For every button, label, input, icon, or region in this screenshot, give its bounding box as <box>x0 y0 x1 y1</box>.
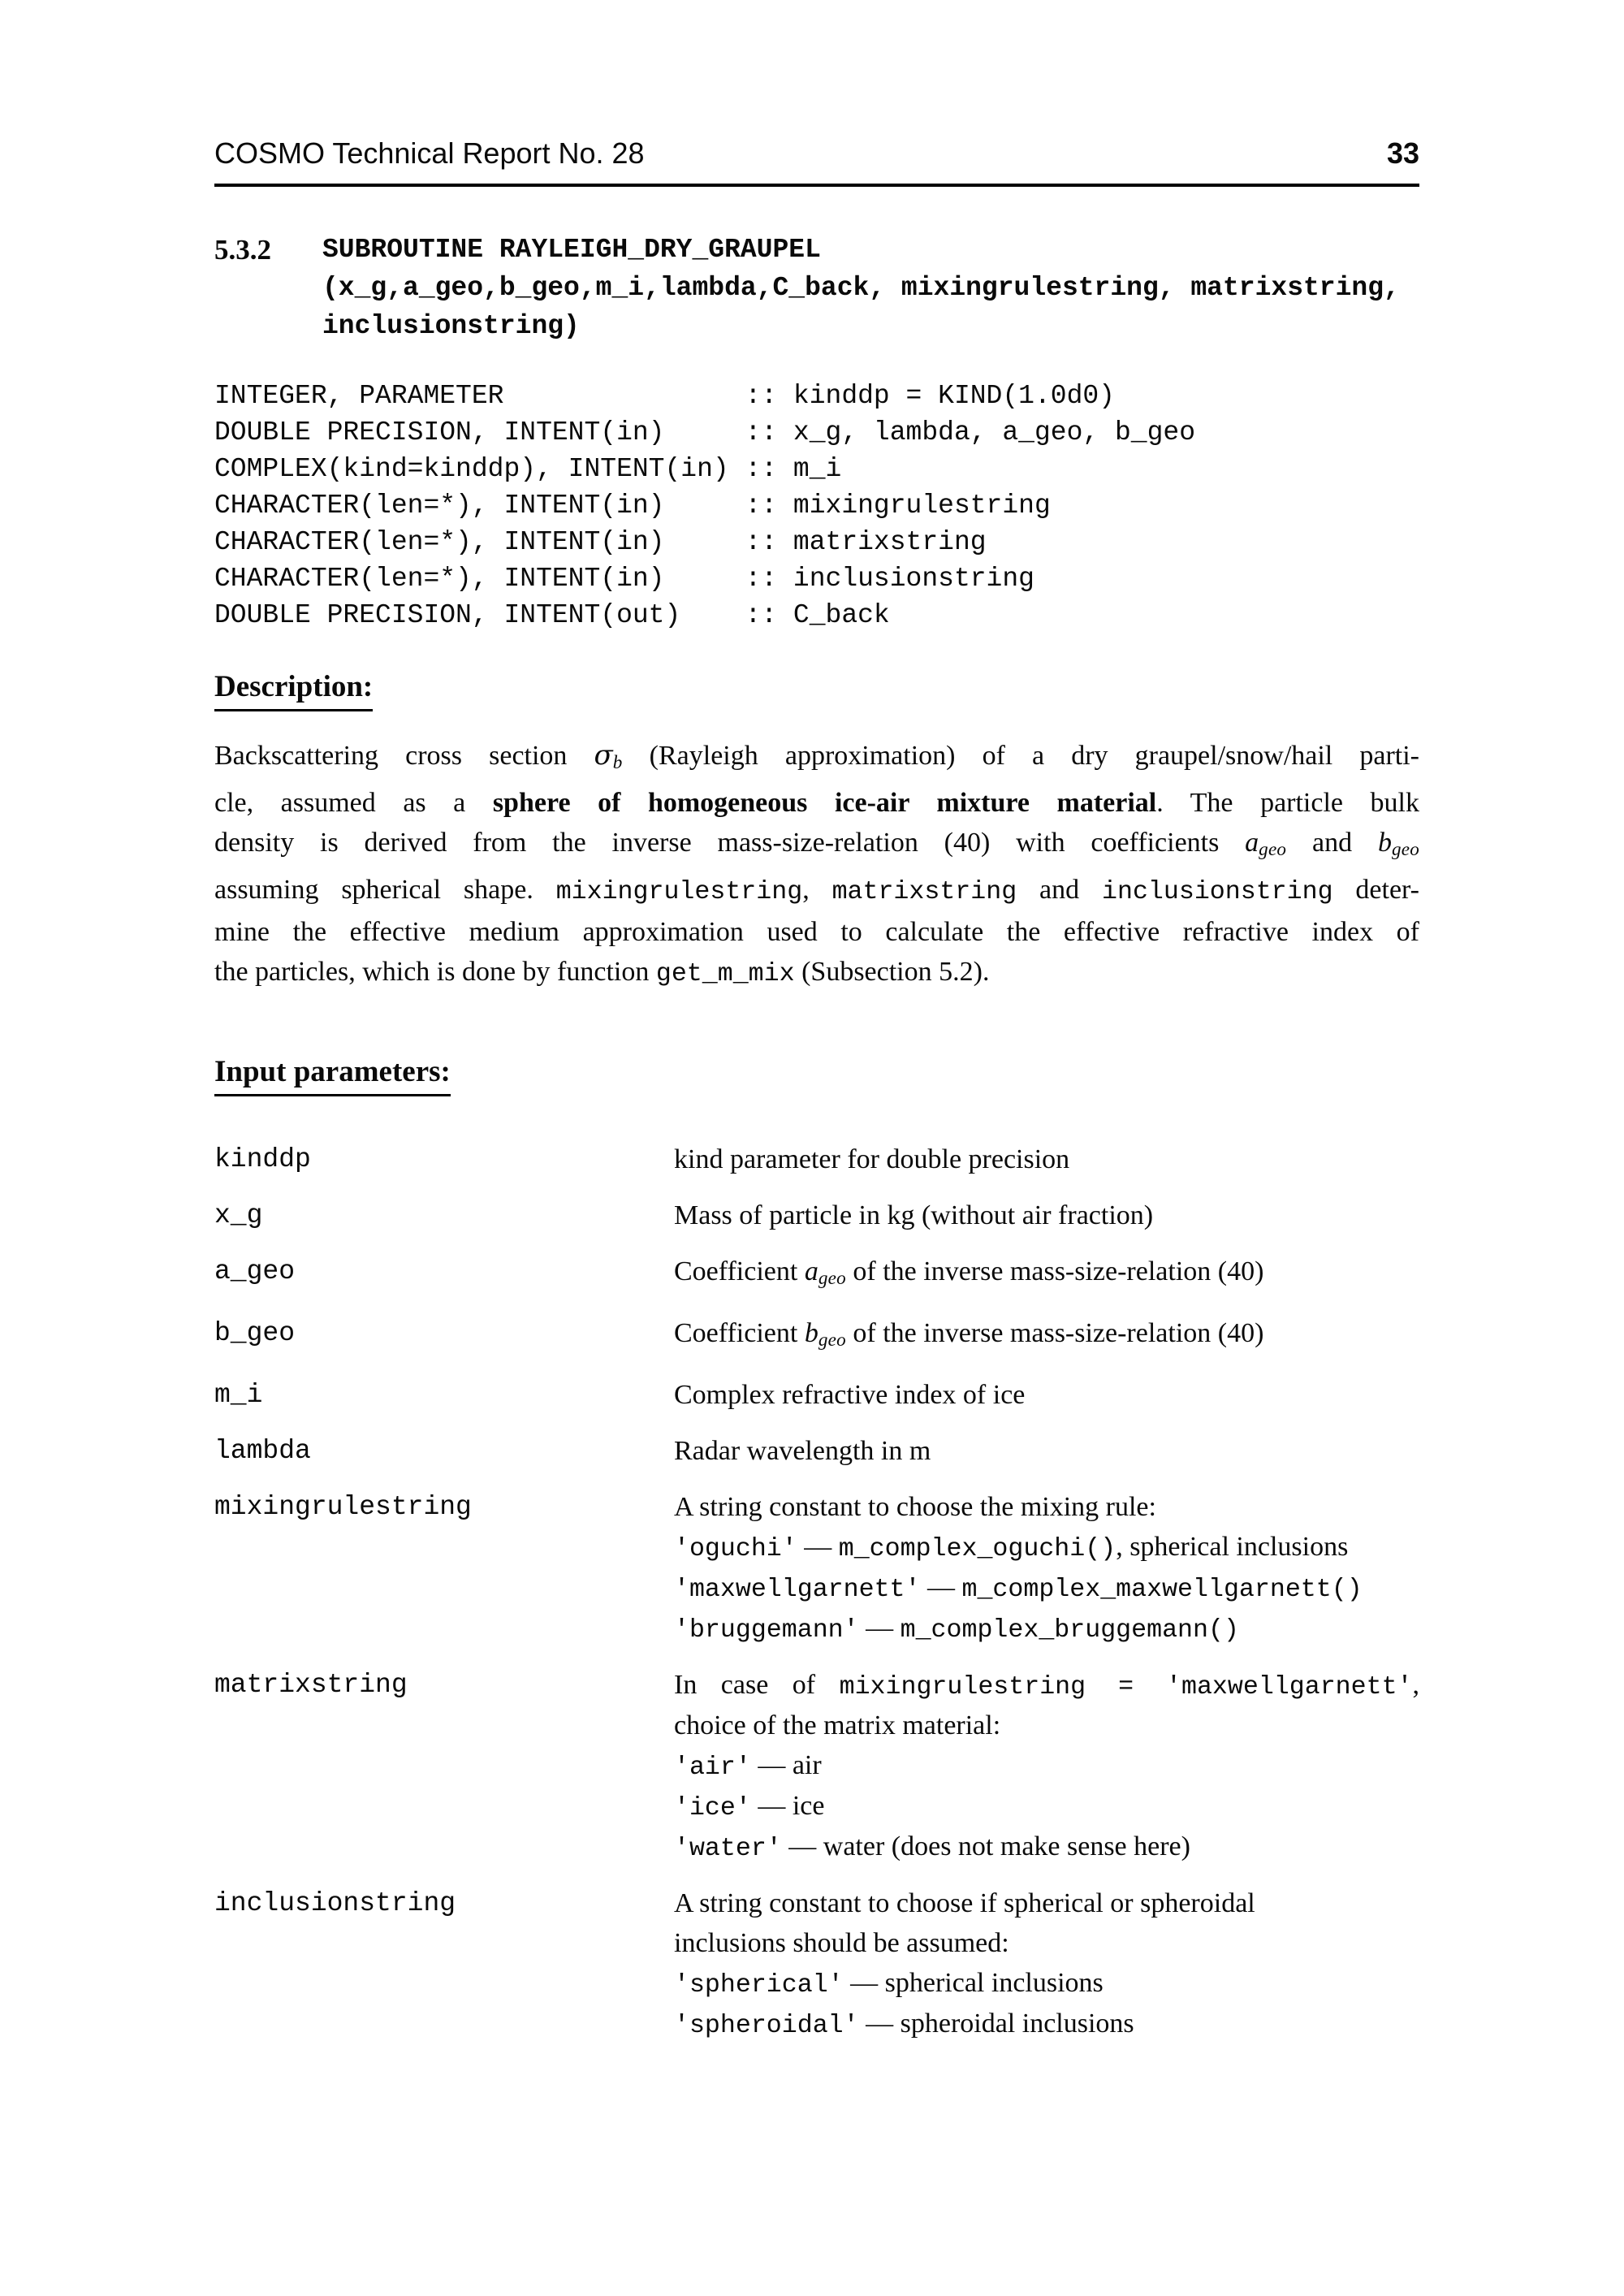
parameter-row <box>214 1432 1419 1472</box>
parameter-description <box>674 1314 1419 1360</box>
section-title-line: inclusionstring) <box>322 311 580 341</box>
parameters-list <box>214 1140 1419 2045</box>
parameter-row <box>214 1252 1419 1298</box>
parameter-description-line: In case of mixingrulestring = 'maxwellgarnett', <box>674 1670 1420 1702</box>
paragraph-line: cle, assumed as a sphere of homogeneous ice-air mixture material. The particle bulk <box>214 788 1420 819</box>
section-title <box>322 231 1400 345</box>
parameter-name: kinddp <box>214 1144 311 1175</box>
paragraph-line: assuming spherical shape. mixingrulestring, matrixstring and inclusionstring deter- <box>214 875 1420 907</box>
parameter-name: a_geo <box>214 1256 296 1287</box>
parameter-row <box>214 1666 1419 1868</box>
parameter-name: b_geo <box>214 1318 296 1349</box>
description-heading: Description: <box>214 669 373 711</box>
parameter-description-line: 'ice' — ice <box>674 1791 825 1823</box>
paragraph-line: Backscattering cross section σb (Rayleigh approximation) of a dry graupel/snow/hail parti- <box>214 739 1419 774</box>
parameter-description-line: 'bruggemann' — m_complex_bruggemann() <box>674 1613 1239 1645</box>
paragraph-line: the particles, which is done by function get_m_mix (Subsection 5.2). <box>214 957 990 989</box>
section-title-line: SUBROUTINE RAYLEIGH_DRY_GRAUPEL <box>322 235 821 265</box>
code-line: CHARACTER(len=*), INTENT(in) :: mixingrulestring <box>214 491 1051 521</box>
parameter-row <box>214 1884 1419 2045</box>
parameter-description-line: 'air' — air <box>674 1750 822 1783</box>
code-line: CHARACTER(len=*), INTENT(in) :: matrixstring <box>214 527 987 557</box>
parameter-description-line: 'oguchi' — m_complex_oguchi(), spherical inclusions <box>674 1532 1349 1564</box>
parameter-row <box>214 1196 1419 1236</box>
header-title: COSMO Technical Report No. 28 <box>214 136 645 170</box>
running-header <box>214 136 1419 187</box>
parameter-description <box>674 1196 1419 1236</box>
parameter-name: lambda <box>214 1436 311 1467</box>
description-paragraph <box>214 736 1419 994</box>
parameter-description-line: A string constant to choose if spherical or spheroidal <box>674 1888 1255 1919</box>
parameter-description <box>674 1488 1419 1650</box>
parameter-description-line: 'water' — water (does not make sense here) <box>674 1831 1190 1864</box>
page-content <box>214 136 1419 2061</box>
paragraph-line: density is derived from the inverse mass-size-relation (40) with coefficients ageo and bgeo <box>214 828 1419 861</box>
code-line: DOUBLE PRECISION, INTENT(out) :: C_back <box>214 600 890 630</box>
parameter-name: inclusionstring <box>214 1888 456 1919</box>
parameter-description-line: Coefficient bgeo of the inverse mass-size-relation (40) <box>674 1318 1264 1351</box>
section-number: 5.3.2 <box>214 234 271 266</box>
parameter-description-line: 'spheroidal' — spheroidal inclusions <box>674 2008 1134 2041</box>
parameter-description <box>674 1884 1419 2045</box>
parameter-description-line: inclusions should be assumed: <box>674 1928 1009 1959</box>
parameter-description-line: Coefficient ageo of the inverse mass-size-relation (40) <box>674 1256 1264 1290</box>
parameter-description <box>674 1140 1419 1180</box>
parameter-description-line: Radar wavelength in m <box>674 1436 931 1467</box>
paragraph-line: mine the effective medium approximation used to calculate the effective refractive index of <box>214 917 1419 948</box>
parameter-row <box>214 1140 1419 1180</box>
parameter-row <box>214 1376 1419 1416</box>
code-line: CHARACTER(len=*), INTENT(in) :: inclusionstring <box>214 564 1034 594</box>
parameter-name: x_g <box>214 1200 263 1231</box>
code-line: DOUBLE PRECISION, INTENT(in) :: x_g, lambda, a_geo, b_geo <box>214 417 1195 448</box>
parameter-description <box>674 1432 1419 1472</box>
parameter-description <box>674 1252 1419 1298</box>
section-heading <box>214 231 1419 345</box>
parameter-row <box>214 1314 1419 1360</box>
parameter-name: mixingrulestring <box>214 1492 472 1523</box>
parameter-description-line: 'maxwellgarnett' — m_complex_maxwellgarnett() <box>674 1572 1363 1605</box>
parameter-description-line: A string constant to choose the mixing rule: <box>674 1492 1156 1523</box>
parameter-row <box>214 1488 1419 1650</box>
parameter-description-line: Complex refractive index of ice <box>674 1380 1026 1411</box>
code-line: COMPLEX(kind=kinddp), INTENT(in) :: m_i <box>214 454 842 484</box>
parameter-name: matrixstring <box>214 1670 408 1701</box>
parameter-name: m_i <box>214 1380 263 1411</box>
page-number: 33 <box>1386 136 1419 170</box>
declaration-block <box>214 378 1419 633</box>
parameter-description-line: Mass of particle in kg (without air fraction) <box>674 1200 1154 1231</box>
parameter-description-line: choice of the matrix material: <box>674 1710 1001 1741</box>
parameter-description <box>674 1666 1419 1868</box>
parameter-description-line: kind parameter for double precision <box>674 1144 1070 1175</box>
parameter-description-line: 'spherical' — spherical inclusions <box>674 1968 1104 2000</box>
parameter-description <box>674 1376 1419 1416</box>
code-line: INTEGER, PARAMETER :: kinddp = KIND(1.0d0) <box>214 381 1115 411</box>
input-parameters-heading: Input parameters: <box>214 1054 451 1096</box>
section-title-line: (x_g,a_geo,b_geo,m_i,lambda,C_back, mixingrulestring, matrixstring, <box>322 273 1400 303</box>
